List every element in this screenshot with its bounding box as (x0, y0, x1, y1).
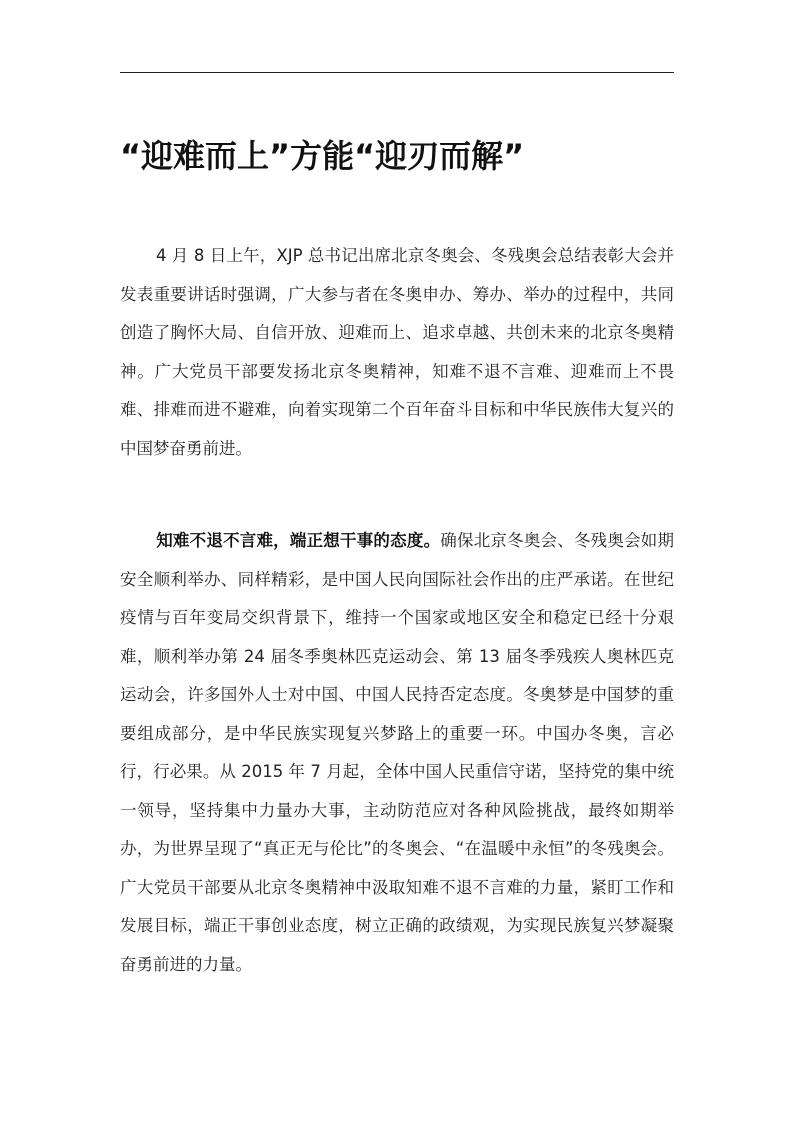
paragraph-2-lead: 知难不退不言难，端正想干事的态度。 (156, 531, 441, 550)
article-title: “迎难而上”方能“迎刃而解” (120, 137, 525, 175)
paragraph-1 (120, 237, 674, 468)
paragraph-2-text: 确保北京冬奥会、冬残奥会如期安全顺利举办、同样精彩，是中国人民向国际社会作出的庄严承诺。在世纪疫情与百年变局交织背景下，维持一个国家或地区安全和稳定已经十分艰难，顺利举办第 24 届冬季奥林匹克运动会、第 13 届冬季残疾人奥林匹克运动会，许多国外人士对中国、中国人民持否定态度。冬奥梦是中国梦的重要组成部分，是中华民族实现复兴梦路上的重要一环。中国办冬奥，言必行，行必果。从 2015 年 7 月起，全体中国人民重信守诺，坚持党的集中统一领导，坚持集中力量办大事，主动防范应对各种风险挑战，最终如期举办，为世界呈现了“真正无与伦比”的冬奥会、“在温暖中永恒”的冬残奥会。广大党员干部要从北京冬奥精神中汲取知难不退不言难的力量，紧盯工作和发展目标，端正干事创业态度，树立正确的政绩观，为实现民族复兴梦凝聚奋勇前进的力量。 (120, 531, 675, 974)
paragraph-1-text: 4 月 8 日上午，XJP 总书记出席北京冬奥会、冬残奥会总结表彰大会并发表重要讲话时强调，广大参与者在冬奥申办、筹办、举办的过程中，共同创造了胸怀大局、自信开放、迎难而上、追求卓越、共创未来的北京冬奥精神。广大党员干部要发扬北京冬奥精神，知难不退不言难、迎难而上不畏难、排难而进不避难，向着实现第二个百年奋斗目标和中华民族伟大复兴的中国梦奋勇前进。 (120, 246, 674, 458)
header-rule (120, 72, 674, 73)
paragraph-2 (120, 522, 674, 984)
